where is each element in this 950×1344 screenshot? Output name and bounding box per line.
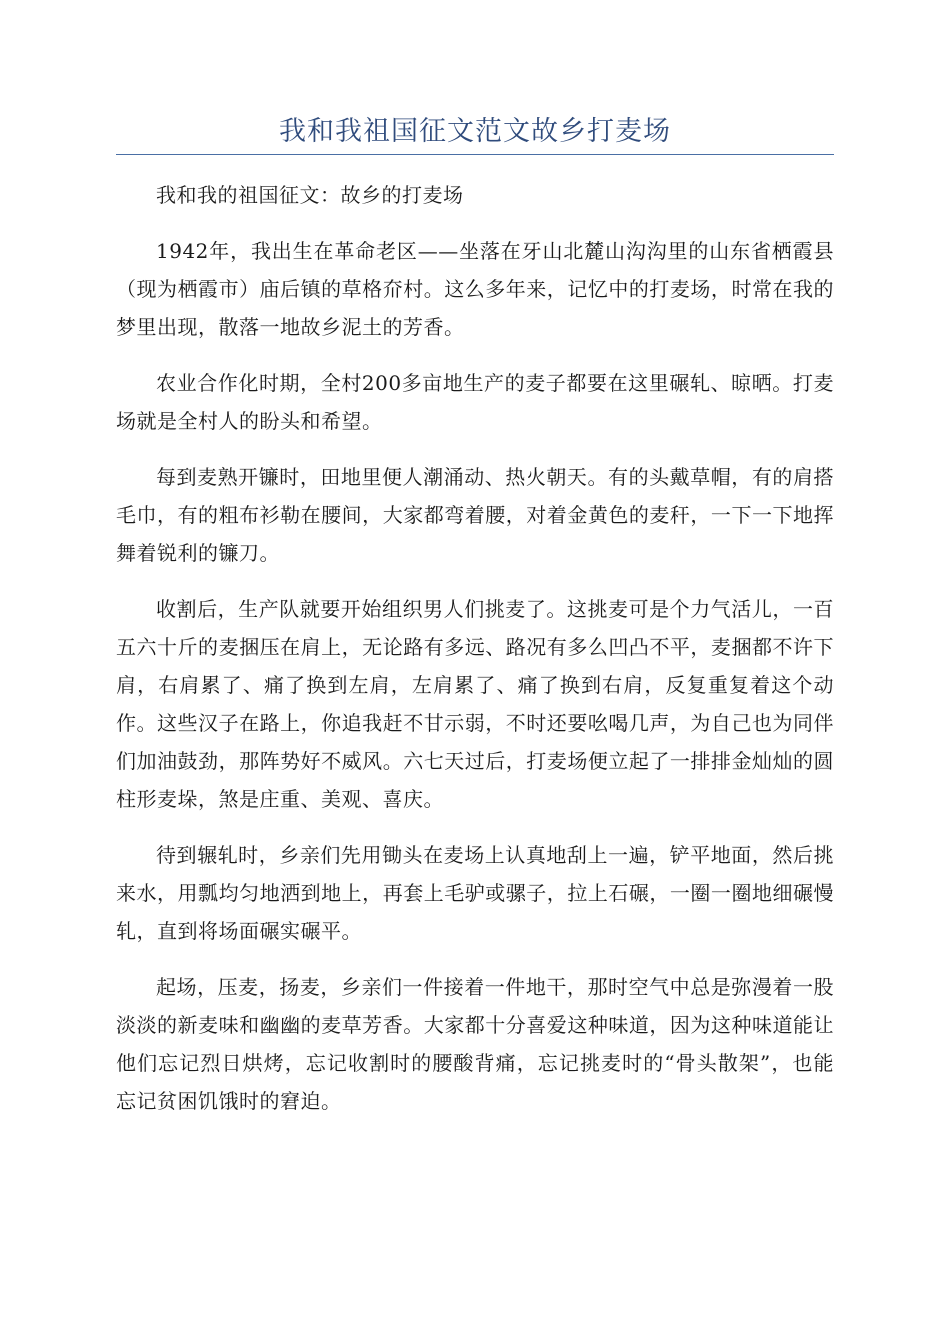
paragraph: 每到麦熟开镰时，田地里便人潮涌动、热火朝天。有的头戴草帽，有的肩搭毛巾，有的粗布衫勒在腰间，大家都弯着腰，对着金黄色的麦秆，一下一下地挥舞着锐利的镰刀。 [116, 465, 834, 565]
paragraph: 待到辗轧时，乡亲们先用锄头在麦场上认真地刮上一遍，铲平地面，然后挑来水，用瓢均匀地洒到地上，再套上毛驴或骡子，拉上石碾，一圈一圈地细碾慢轧，直到将场面碾实碾平。 [116, 843, 834, 943]
document-body [116, 176, 834, 1138]
paragraph: 收割后，生产队就要开始组织男人们挑麦了。这挑麦可是个力气活儿，一百五六十斤的麦捆压在肩上，无论路有多远、路况有多么凹凸不平，麦捆都不许下肩，右肩累了、痛了换到左肩，左肩累了、痛了换到右肩，反复重复着这个动作。这些汉子在路上，你追我赶不甘示弱，不时还要吆喝几声，为自己也为同伴们加油鼓劲，那阵势好不威风。六七天过后，打麦场便立起了一排排金灿灿的圆柱形麦垛，煞是庄重、美观、喜庆。 [116, 597, 834, 811]
paragraph: 1942年，我出生在革命老区——坐落在牙山北麓山沟沟里的山东省栖霞县（现为栖霞市）庙后镇的草格夼村。这么多年来，记忆中的打麦场，时常在我的梦里出现，散落一地故乡泥土的芳香。 [116, 239, 834, 339]
paragraph-subtitle: 我和我的祖国征文：故乡的打麦场 [156, 183, 464, 207]
title-underline [116, 154, 834, 155]
paragraph: 农业合作化时期，全村200多亩地生产的麦子都要在这里碾轧、晾晒。打麦场就是全村人的盼头和希望。 [116, 371, 834, 433]
paragraph: 起场，压麦，扬麦，乡亲们一件接着一件地干，那时空气中总是弥漫着一股淡淡的新麦味和幽幽的麦草芳香。大家都十分喜爱这种味道，因为这种味道能让他们忘记烈日烘烤，忘记收割时的腰酸背痛，忘记挑麦时的“骨头散架”，也能忘记贫困饥饿时的窘迫。 [116, 975, 834, 1113]
document-title: 我和我祖国征文范文故乡打麦场 [279, 116, 671, 147]
